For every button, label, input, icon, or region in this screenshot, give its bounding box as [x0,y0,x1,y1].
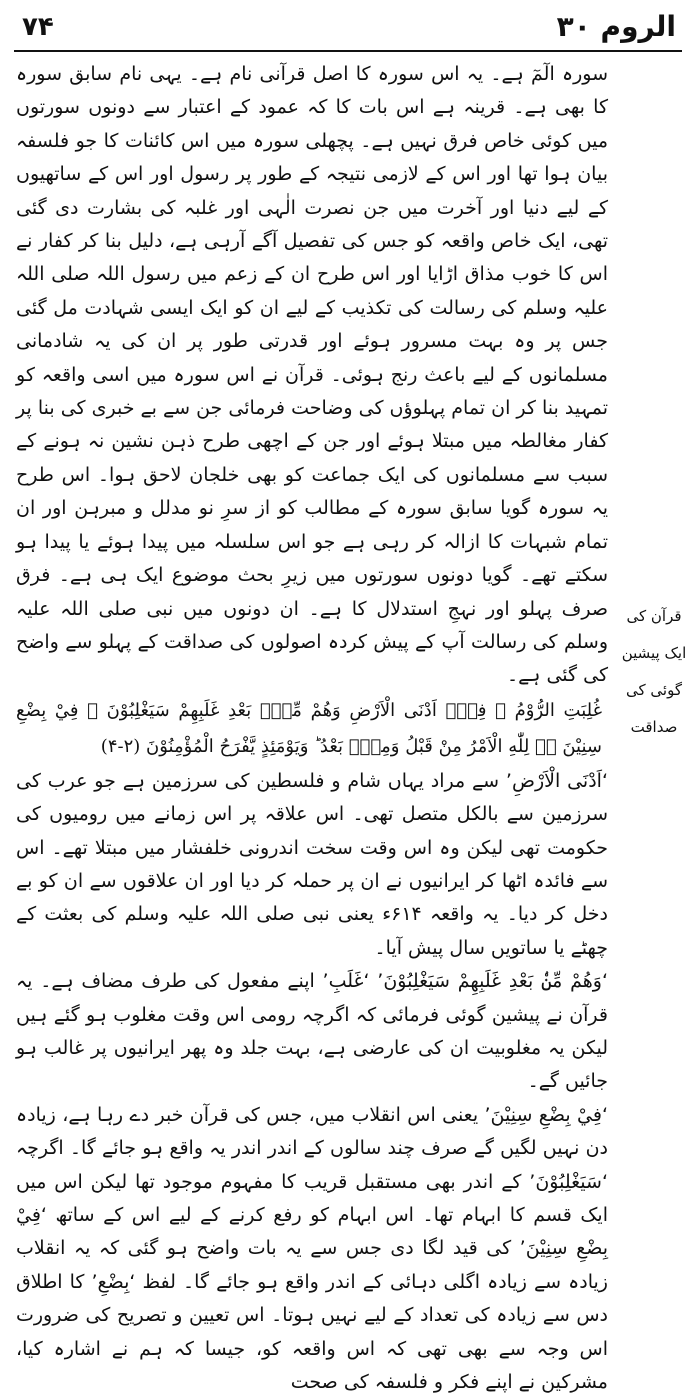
paragraph-bid-i-sinin: ‘فِيْ بِضْعِ سِنِيْنَ’ یعنی اس انقلاب میں، جس کی قرآن خبر دے رہا ہے، زیادہ دن نہیں لگیں گے صرف چند سالوں کے اندر اندر یہ واقع ہو جائے گا۔ اگرچہ ‘سَيَغْلِبُوْنَ’ کے اندر بھی مستقبل قریب کا مفہوم موجود تھا لیکن اس میں ایک قسم کا ابہام تھا۔ اس ابہام کو رفع کرنے کے لیے اس کے ساتھ ‘فِيْ بِضْعِ سِنِيْنَ’ کی قید لگا دی جس سے یہ بات واضح ہو گئی کہ یہ انقلاب زیادہ سے زیادہ اگلی دہائی کے اندر واقع ہو جائے گا۔ لفظ ‘بِضْعِ’ کا اطلاق دس سے زیادہ کی تعداد کے لیے نہیں ہوتا۔ اس تعیین و تصریح کی ضرورت اس وجہ سے بھی تھی کہ اس واقعہ کو، جیسا کہ ہم نے اشارہ کیا، مشرکین نے اپنے فکر و فلسفہ کی صحت [16,1103,608,1394]
header-rule [14,50,682,52]
paragraph-sayaghlibun: ‘وَهُمْ مِّنْۢ بَعْدِ غَلَبِهِمْ سَيَغْلِبُوْنَ’ ‘غَلَبِ’ اپنے مفعول کی طرف مضاف ہے۔ یہ قرآن نے پیشین گوئی فرمائی کہ اگرچہ رومی اس وقت مغلوب ہو گئے ہیں لیکن یہ مغلوبیت ان کی عارضی ہے، بہت جلد وہ پھر ایرانیوں پر غالب ہو جائیں گے۔ [16,970,608,1093]
margin-note: قرآن کی ایک پیشین گوئی کی صداقت [621,607,687,736]
paragraph-adna-al-ard: ‘اَدْنَی الْاَرْضِ’ سے مراد یہاں شام و فلسطین کی سرزمین ہے جو عرب کی سرزمین سے بالکل متصل تھی۔ اس علاقہ پر اس زمانے میں رومیوں کی حکومت تھی لیکن وہ اس وقت سخت اندرونی خلفشار میں مبتلا تھے۔ اس سے فائدہ اٹھا کر ایرانیوں نے ان پر حملہ کر دیا اور ان علاقوں سے ان کو بے دخل کر دیا۔ یہ واقعہ ۶۱۴ء یعنی نبی صلی اللہ علیہ وسلم کی بعثت کے چھٹے یا ساتویں سال پیش آیا۔ [16,769,609,959]
paragraph-intro: سورہ الٓمٓ ہے۔ یہ اس سورہ کا اصل قرآنی نام ہے۔ یہی نام سابق سورہ کا بھی ہے۔ قرینہ ہے اس بات کا کہ عمود کے اعتبار سے دونوں سورتوں میں کوئی خاص فرق نہیں ہے۔ پچھلی سورہ میں اس کائنات کا جو فلسفہ بیان ہوا تھا اور اس کے لازمی نتیجہ کے طور پر رسول اور اس کے ساتھیوں کے لیے دنیا اور آخرت میں جن نصرت الٰہی اور غلبہ کی بشارت دی گئی تھی، ایک خاص واقعہ کو جس کی تفصیل آگے آرہی ہے، دلیل بنا کر کفار نے اس کا خوب مذاق اڑایا اور اس طرح ان کے زعم میں رسول اللہ صلی اللہ علیہ وسلم کی رسالت کی تکذیب کے لیے ان کو ایک ایسی شہادت مل گئی جس پر وہ بہت مسرور ہوئے اور قدرتی طور پر ان کی یہ شادمانی مسلمانوں کے لیے باعث رنج ہوئی۔ قرآن نے اس سورہ میں اسی واقعہ کو تمہید بنا کر ان تمام پہلوؤں کی وضاحت فرمائی جن سے بے خبری کی بنا پر کفار مغالطہ میں مبتلا ہوئے اور جن کے اچھی طرح ذہن نشین نہ ہونے کے سبب سے مسلمانوں کی ایک جماعت کو بھی خلجان لاحق ہوا۔ اس طرح یہ سورہ گویا سابق سورہ کے مطالب کو از سرِ نو مدلل و مبرہن اور ان تمام شبہات کا ازالہ کر رہی ہے جو اس سلسلہ میں پیدا ہوئے یا پیدا ہو سکتے تھے۔ گویا دونوں سورتوں میں زیرِ بحث موضوع ایک ہی ہے۔ فرق صرف پہلو اور نہجِ استدلال کا ہے۔ ان دونوں میں نبی صلی اللہ علیہ وسلم کی رسالت آپ کے پیش کردہ اصولوں کی صداقت کے پہلو سے واضح کی گئی ہے۔ [16,63,608,687]
page-number: ۷۴ [22,12,54,42]
body-text [16,58,608,1399]
quran-verse: غُلِبَتِ الرُّوْمُ ۙ فِيْۤ اَدْنَى الْاَرْضِ وَهُمْ مِّنْۢ بَعْدِ غَلَبِهِمْ سَيَغْلِبُوْنَ ۙ فِيْ بِضْعِ سِنِيْنَ ۬ؕ لِلّٰهِ الْاَمْرُ مِنْ قَبْلُ وَمِنْۢ بَعْدُ ؕ وَيَوْمَئِذٍ يَّفْرَحُ الْمُؤْمِنُوْنَ (۲-۴) [16,699,602,757]
running-title: الروم ۳۰ [556,10,676,43]
